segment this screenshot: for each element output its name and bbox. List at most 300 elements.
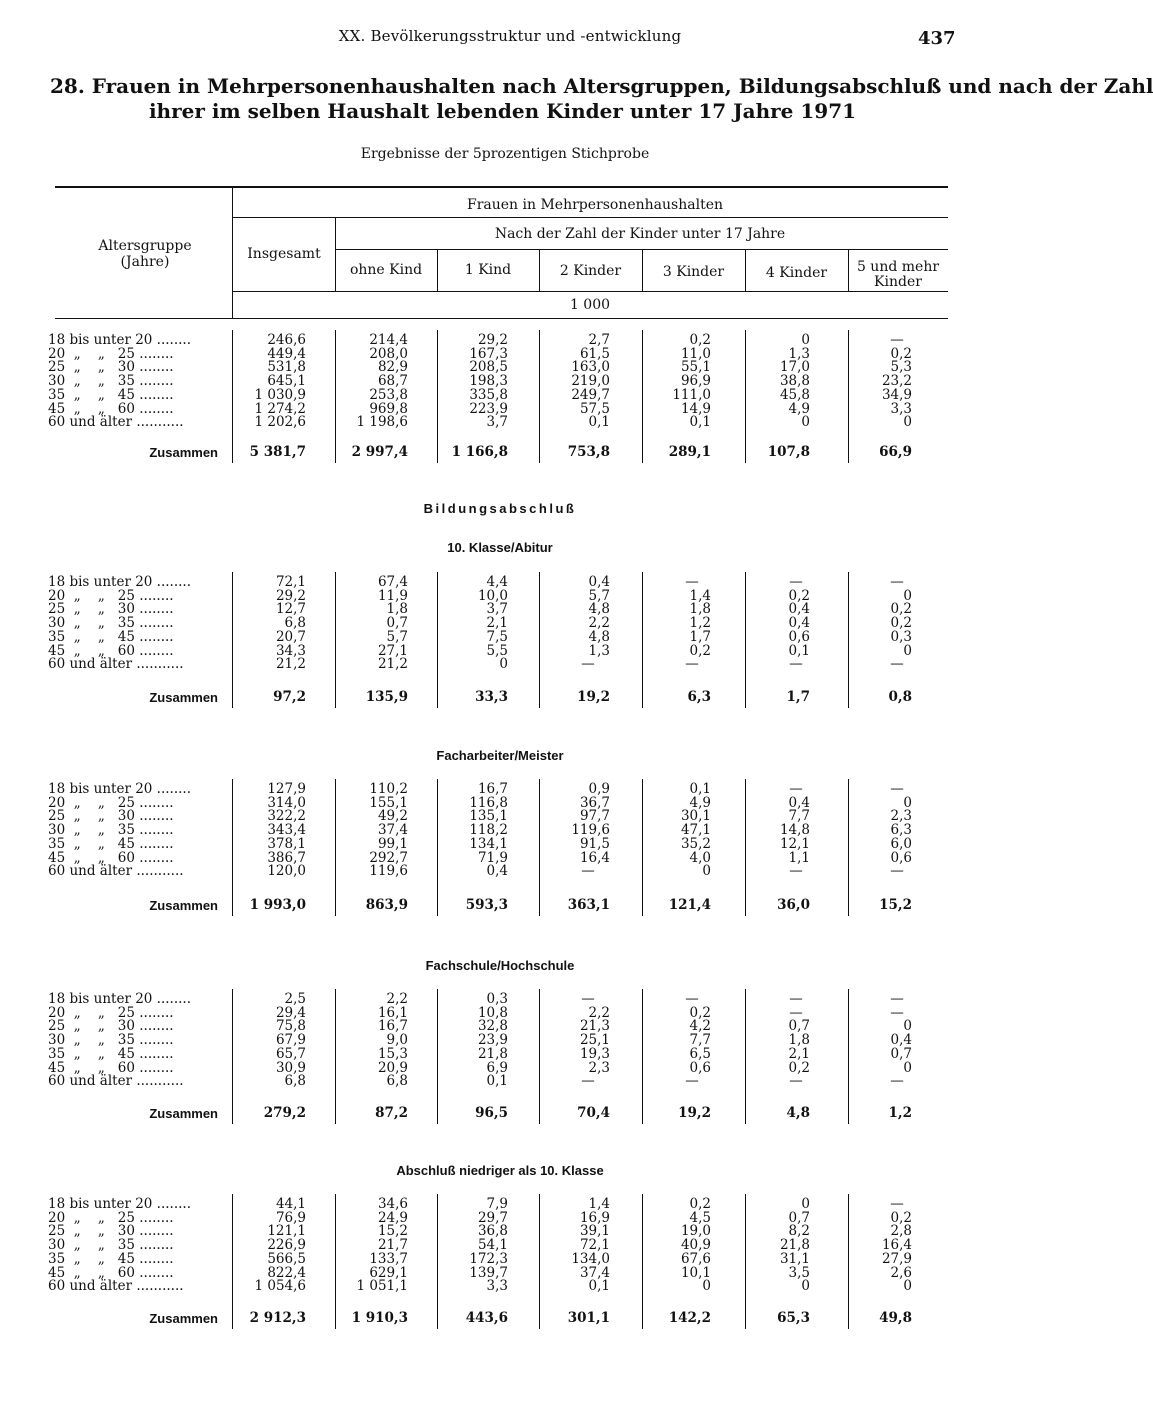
table-cell: —	[581, 1073, 595, 1090]
total-cell: 6,3	[687, 689, 711, 705]
table-cell: 645,1	[267, 373, 306, 390]
table-cell: 34,9	[881, 386, 912, 403]
table-cell: 27,1	[377, 642, 408, 659]
row-label: 20 „ „ 25 ........	[48, 345, 174, 362]
header-bottom-rule	[55, 318, 948, 319]
table-cell: 1,4	[689, 587, 711, 604]
table-cell: 0,2	[689, 1004, 711, 1021]
table-cell: 35,2	[680, 835, 711, 852]
table-cell: 1,8	[689, 601, 711, 618]
table-cell: 4,8	[588, 628, 610, 645]
table-cell: 21,8	[477, 1045, 508, 1062]
table-title-line-2: ihrer im selben Haushalt lebenden Kinder unter 17 Jahre 1971	[148, 99, 857, 123]
row-label: 18 bis unter 20 ........	[48, 781, 191, 797]
table-cell: 40,9	[680, 1237, 711, 1254]
table-cell: 67,6	[680, 1250, 711, 1267]
total-cell: 15,2	[879, 897, 912, 913]
total-cell: 65,3	[777, 1310, 810, 1326]
table-cell: 822,4	[267, 1264, 306, 1281]
table-cell: 21,7	[377, 1237, 408, 1254]
table-cell: —	[685, 574, 699, 590]
table-cell: 155,1	[369, 794, 408, 811]
table-cell: 3,5	[788, 1264, 810, 1281]
table-cell: 0,7	[890, 1045, 912, 1062]
table-cell: —	[890, 332, 904, 348]
total-cell: 279,2	[263, 1105, 306, 1121]
table-cell: 49,2	[377, 808, 408, 825]
table-cell: 134,0	[571, 1250, 610, 1267]
table-cell: 0,1	[588, 1278, 610, 1295]
table-cell: 0,4	[788, 615, 810, 632]
table-cell: 2,6	[890, 1264, 912, 1281]
table-cell: 21,2	[275, 656, 306, 673]
page-number: 437	[918, 28, 956, 49]
row-label: 30 „ „ 35 ........	[48, 1237, 174, 1254]
table-cell: 23,2	[881, 373, 912, 390]
table-cell: 37,4	[377, 822, 408, 839]
table-cell: 2,2	[588, 1004, 610, 1021]
header-ohne-kind: ohne Kind	[349, 262, 423, 278]
header-rule-frauen	[233, 217, 948, 218]
table-cell: 0	[702, 1278, 711, 1295]
table-cell: —	[890, 656, 904, 673]
section-title: Facharbeiter/Meister	[436, 748, 564, 763]
table-cell: 16,1	[377, 1004, 408, 1021]
table-cell: 0,7	[386, 615, 408, 632]
table-cell: 0,2	[689, 642, 711, 659]
table-cell: 1 054,6	[254, 1278, 306, 1295]
header-insgesamt: Insgesamt	[247, 246, 321, 262]
table-cell: 6,0	[890, 835, 912, 852]
total-cell: 66,9	[879, 444, 912, 460]
row-label: 45 „ „ 60 ........	[48, 642, 174, 659]
table-cell: 10,0	[477, 587, 508, 604]
table-cell: 0,4	[788, 794, 810, 811]
row-label: 35 „ „ 45 ........	[48, 1045, 174, 1062]
table-cell: 27,9	[881, 1250, 912, 1267]
table-cell: —	[581, 863, 595, 880]
table-cell: 75,8	[275, 1018, 306, 1035]
table-cell: 32,8	[477, 1018, 508, 1035]
table-cell: 4,8	[588, 601, 610, 618]
table-cell: 5,5	[486, 642, 508, 659]
row-label: 35 „ „ 45 ........	[48, 835, 174, 852]
table-cell: 4,2	[689, 1018, 711, 1035]
row-label: 18 bis unter 20 ........	[48, 574, 191, 590]
table-cell: 119,6	[571, 822, 610, 839]
table-cell: 6,9	[486, 1059, 508, 1076]
table-cell: 135,1	[469, 808, 508, 825]
row-label: 60 und älter ...........	[48, 863, 184, 880]
table-cell: 4,5	[689, 1209, 711, 1226]
table-cell: 1,8	[788, 1032, 810, 1049]
table-cell: 5,7	[386, 628, 408, 645]
table-cell: —	[890, 863, 904, 880]
table-cell: 2,3	[588, 1059, 610, 1076]
row-label: 30 „ „ 35 ........	[48, 822, 174, 839]
table-cell: 6,8	[284, 1073, 306, 1090]
total-cell: 443,6	[465, 1310, 508, 1326]
table-cell: 7,9	[486, 1196, 508, 1212]
table-cell: 0,6	[788, 628, 810, 645]
total-cell: 2 997,4	[351, 444, 408, 460]
total-cell: 107,8	[767, 444, 810, 460]
section-title: Fachschule/Hochschule	[425, 958, 575, 973]
table-cell: 120,0	[267, 863, 306, 880]
table-cell: 1,2	[689, 615, 711, 632]
header-unit: 1 000	[569, 297, 611, 313]
row-label: 35 „ „ 45 ........	[48, 1250, 174, 1267]
table-cell: 91,5	[579, 835, 610, 852]
table-cell: 6,5	[689, 1045, 711, 1062]
section-title: Abschluß niedriger als 10. Klasse	[396, 1163, 604, 1178]
table-cell: 0,1	[689, 781, 711, 797]
table-cell: 163,0	[571, 359, 610, 376]
total-cell: 33,3	[475, 689, 508, 705]
table-cell: 17,0	[779, 359, 810, 376]
total-cell: 36,0	[777, 897, 810, 913]
table-top-rule	[55, 186, 948, 188]
total-cell: 5 381,7	[249, 444, 306, 460]
table-cell: 20,7	[275, 628, 306, 645]
table-cell: 1 274,2	[254, 400, 306, 417]
table-cell: 9,0	[386, 1032, 408, 1049]
table-cell: 0,2	[788, 587, 810, 604]
table-cell: 7,7	[788, 808, 810, 825]
table-cell: 4,9	[788, 400, 810, 417]
table-cell: 0,1	[788, 642, 810, 659]
table-cell: 1 202,6	[254, 414, 306, 431]
table-cell: 172,3	[469, 1250, 508, 1267]
total-cell: 49,8	[879, 1310, 912, 1326]
table-cell: 1,7	[689, 628, 711, 645]
table-cell: 72,1	[579, 1237, 610, 1254]
table-cell: 0	[903, 1278, 912, 1295]
table-cell: 2,2	[588, 615, 610, 632]
table-cell: 133,7	[369, 1250, 408, 1267]
table-cell: 71,9	[477, 849, 508, 866]
table-cell: —	[890, 574, 904, 590]
table-cell: 24,9	[377, 1209, 408, 1226]
table-cell: 335,8	[469, 386, 508, 403]
table-cell: 0	[903, 1018, 912, 1035]
table-cell: 0,2	[890, 615, 912, 632]
row-label: 30 „ „ 35 ........	[48, 1032, 174, 1049]
table-cell: 34,6	[377, 1196, 408, 1212]
table-cell: 31,1	[779, 1250, 810, 1267]
table-cell: 110,2	[369, 781, 408, 797]
table-cell: —	[685, 991, 699, 1007]
total-cell: 289,1	[668, 444, 711, 460]
table-cell: 566,5	[267, 1250, 306, 1267]
total-cell: 753,8	[567, 444, 610, 460]
row-label: 18 bis unter 20 ........	[48, 332, 191, 348]
total-cell: 1,7	[786, 689, 810, 705]
table-cell: 0	[499, 656, 508, 673]
table-cell: 68,7	[377, 373, 408, 390]
table-cell: 2,3	[890, 808, 912, 825]
table-cell: 0,7	[788, 1209, 810, 1226]
total-cell: 0,8	[888, 689, 912, 705]
table-cell: 226,9	[267, 1237, 306, 1254]
table-cell: 36,7	[579, 794, 610, 811]
table-cell: 0,2	[788, 1059, 810, 1076]
table-cell: 6,8	[386, 1073, 408, 1090]
table-cell: 1 198,6	[356, 414, 408, 431]
total-cell: 1,2	[888, 1105, 912, 1121]
total-cell: 121,4	[668, 897, 711, 913]
table-cell: 378,1	[267, 835, 306, 852]
total-cell: 1 910,3	[351, 1310, 408, 1326]
table-cell: 4,0	[689, 849, 711, 866]
table-cell: —	[789, 863, 803, 880]
table-cell: 116,8	[469, 794, 508, 811]
table-cell: —	[890, 1073, 904, 1090]
table-cell: 0,2	[689, 1196, 711, 1212]
table-cell: 0,1	[689, 414, 711, 431]
table-cell: 97,7	[579, 808, 610, 825]
table-cell: 8,2	[788, 1223, 810, 1240]
table-cell: 0,1	[588, 414, 610, 431]
table-cell: 118,2	[469, 822, 508, 839]
table-cell: —	[685, 656, 699, 673]
table-cell: 0,4	[890, 1032, 912, 1049]
header-frauen: Frauen in Mehrpersonenhaushalten	[467, 197, 723, 213]
table-cell: 19,0	[680, 1223, 711, 1240]
total-cell: 1 993,0	[249, 897, 306, 913]
row-label: 18 bis unter 20 ........	[48, 991, 191, 1007]
header-4-kinder: 4 Kinder	[765, 265, 828, 281]
row-label: 25 „ „ 30 ........	[48, 1223, 174, 1240]
row-label: 25 „ „ 30 ........	[48, 808, 174, 825]
table-cell: 1,3	[788, 345, 810, 362]
row-label: 20 „ „ 25 ........	[48, 1209, 174, 1226]
table-cell: 0,3	[486, 991, 508, 1007]
table-cell: 111,0	[672, 386, 711, 403]
table-cell: 3,3	[890, 400, 912, 417]
table-cell: 1,4	[588, 1196, 610, 1212]
table-cell: —	[789, 574, 803, 590]
table-cell: 4,4	[486, 574, 508, 590]
table-cell: —	[890, 781, 904, 797]
table-cell: 0,1	[486, 1073, 508, 1090]
table-cell: —	[890, 991, 904, 1007]
table-subtitle: Ergebnisse der 5prozentigen Stichprobe	[360, 146, 650, 162]
table-cell: 72,1	[275, 574, 306, 590]
table-cell: 29,2	[477, 332, 508, 348]
table-cell: 449,4	[267, 345, 306, 362]
table-cell: 16,4	[881, 1237, 912, 1254]
header-5-und-mehr: 5 und mehr	[856, 259, 940, 275]
table-cell: 0,2	[890, 1209, 912, 1226]
row-label: 30 „ „ 35 ........	[48, 373, 174, 390]
total-cell: 301,1	[567, 1310, 610, 1326]
header-3-kinder: 3 Kinder	[662, 264, 725, 280]
table-cell: 2,5	[284, 991, 306, 1007]
table-cell: —	[685, 1073, 699, 1090]
table-cell: —	[890, 1004, 904, 1021]
table-cell: 253,8	[369, 386, 408, 403]
total-label: Zusammen	[149, 1106, 218, 1121]
table-cell: —	[789, 991, 803, 1007]
total-cell: 97,2	[273, 689, 306, 705]
table-cell: 0	[903, 587, 912, 604]
table-cell: 139,7	[469, 1264, 508, 1281]
bildungsabschluss-heading: Bildungsabschluß	[423, 501, 577, 516]
table-cell: 10,1	[680, 1264, 711, 1281]
table-cell: 65,7	[275, 1045, 306, 1062]
header-5-kinder: Kinder	[874, 274, 922, 290]
table-cell: 0	[903, 1059, 912, 1076]
row-label: 60 und älter ...........	[48, 656, 184, 673]
table-cell: 0,6	[890, 849, 912, 866]
table-cell: 386,7	[267, 849, 306, 866]
table-cell: —	[789, 1073, 803, 1090]
total-label: Zusammen	[149, 690, 218, 705]
table-cell: 1 030,9	[254, 386, 306, 403]
table-cell: 4,9	[689, 794, 711, 811]
table-cell: 0,2	[689, 332, 711, 348]
table-cell: 55,1	[680, 359, 711, 376]
table-cell: 23,9	[477, 1032, 508, 1049]
table-cell: 7,5	[486, 628, 508, 645]
table-cell: 2,2	[386, 991, 408, 1007]
table-cell: 57,5	[579, 400, 610, 417]
table-cell: 0,2	[890, 345, 912, 362]
table-cell: 16,9	[579, 1209, 610, 1226]
table-cell: 67,9	[275, 1032, 306, 1049]
row-label: 45 „ „ 60 ........	[48, 1059, 174, 1076]
table-cell: 0,9	[588, 781, 610, 797]
table-cell: 0	[801, 1196, 810, 1212]
table-cell: 0,3	[890, 628, 912, 645]
table-cell: 3,7	[486, 601, 508, 618]
table-cell: 99,1	[377, 835, 408, 852]
table-cell: 167,3	[469, 345, 508, 362]
table-cell: 25,1	[579, 1032, 610, 1049]
table-cell: 67,4	[377, 574, 408, 590]
total-cell: 2 912,3	[249, 1310, 306, 1326]
table-cell: 1,1	[788, 849, 810, 866]
table-cell: 30,9	[275, 1059, 306, 1076]
table-cell: 5,3	[890, 359, 912, 376]
table-cell: 19,3	[579, 1045, 610, 1062]
table-cell: 214,4	[369, 332, 408, 348]
table-cell: 12,7	[275, 601, 306, 618]
header-jahre: (Jahre)	[120, 254, 170, 270]
table-cell: 119,6	[369, 863, 408, 880]
row-label: 20 „ „ 25 ........	[48, 1004, 174, 1021]
table-cell: 15,3	[377, 1045, 408, 1062]
row-label: 35 „ „ 45 ........	[48, 628, 174, 645]
table-cell: 7,7	[689, 1032, 711, 1049]
table-cell: 37,4	[579, 1264, 610, 1281]
total-cell: 363,1	[567, 897, 610, 913]
header-rule-unit	[233, 291, 948, 292]
table-cell: 629,1	[369, 1264, 408, 1281]
total-cell: 142,2	[668, 1310, 711, 1326]
table-cell: 11,9	[377, 587, 408, 604]
table-cell: 30,1	[680, 808, 711, 825]
table-cell: —	[890, 1196, 904, 1212]
table-cell: 39,1	[579, 1223, 610, 1240]
table-cell: 20,9	[377, 1059, 408, 1076]
table-cell: 96,9	[680, 373, 711, 390]
row-label: 25 „ „ 30 ........	[48, 601, 174, 618]
table-cell: 16,7	[477, 781, 508, 797]
header-altersgruppe: Altersgruppe	[98, 238, 192, 254]
table-cell: 121,1	[267, 1223, 306, 1240]
table-cell: 29,7	[477, 1209, 508, 1226]
table-cell: 10,8	[477, 1004, 508, 1021]
row-label: 30 „ „ 35 ........	[48, 615, 174, 632]
table-cell: 0,6	[689, 1059, 711, 1076]
total-label: Zusammen	[149, 445, 218, 460]
row-label: 60 und älter ...........	[48, 1278, 184, 1295]
table-cell: 12,1	[779, 835, 810, 852]
row-label: 25 „ „ 30 ........	[48, 359, 174, 376]
row-label: 35 „ „ 45 ........	[48, 386, 174, 403]
total-cell: 863,9	[365, 897, 408, 913]
table-cell: 21,2	[377, 656, 408, 673]
total-cell: 4,8	[786, 1105, 810, 1121]
total-cell: 96,5	[475, 1105, 508, 1121]
table-cell: 2,7	[588, 332, 610, 348]
table-cell: 198,3	[469, 373, 508, 390]
table-cell: 314,0	[267, 794, 306, 811]
table-cell: 223,9	[469, 400, 508, 417]
total-cell: 19,2	[577, 689, 610, 705]
section-title: 10. Klasse/Abitur	[447, 540, 553, 555]
total-cell: 135,9	[365, 689, 408, 705]
table-cell: 0	[702, 863, 711, 880]
table-cell: 16,4	[579, 849, 610, 866]
table-cell: 44,1	[275, 1196, 306, 1212]
row-label: 60 und älter ...........	[48, 414, 184, 431]
row-label: 45 „ „ 60 ........	[48, 400, 174, 417]
table-cell: 292,7	[369, 849, 408, 866]
table-cell: 21,3	[579, 1018, 610, 1035]
table-cell: 21,8	[779, 1237, 810, 1254]
table-cell: 11,0	[680, 345, 711, 362]
table-cell: —	[581, 991, 595, 1007]
row-label: 60 und älter ...........	[48, 1073, 184, 1090]
table-cell: 54,1	[477, 1237, 508, 1254]
row-label: 25 „ „ 30 ........	[48, 1018, 174, 1035]
table-cell: 14,9	[680, 400, 711, 417]
table-cell: 61,5	[579, 345, 610, 362]
header-2-kinder: 2 Kinder	[559, 263, 622, 279]
table-cell: 343,4	[267, 822, 306, 839]
total-cell: 19,2	[678, 1105, 711, 1121]
table-cell: 2,8	[890, 1223, 912, 1240]
table-cell: 127,9	[267, 781, 306, 797]
table-cell: 5,7	[588, 587, 610, 604]
table-cell: 0	[903, 414, 912, 431]
table-cell: 3,7	[486, 414, 508, 431]
table-cell: 15,2	[377, 1223, 408, 1240]
table-cell: 36,8	[477, 1223, 508, 1240]
table-cell: 0,2	[890, 601, 912, 618]
table-cell: 29,4	[275, 1004, 306, 1021]
table-cell: 34,3	[275, 642, 306, 659]
table-cell: 6,3	[890, 822, 912, 839]
table-cell: 82,9	[377, 359, 408, 376]
table-cell: 47,1	[680, 822, 711, 839]
table-cell: 208,5	[469, 359, 508, 376]
table-cell: 1 051,1	[356, 1278, 408, 1295]
running-head: XX. Bevölkerungsstruktur und -entwicklung	[338, 27, 682, 45]
